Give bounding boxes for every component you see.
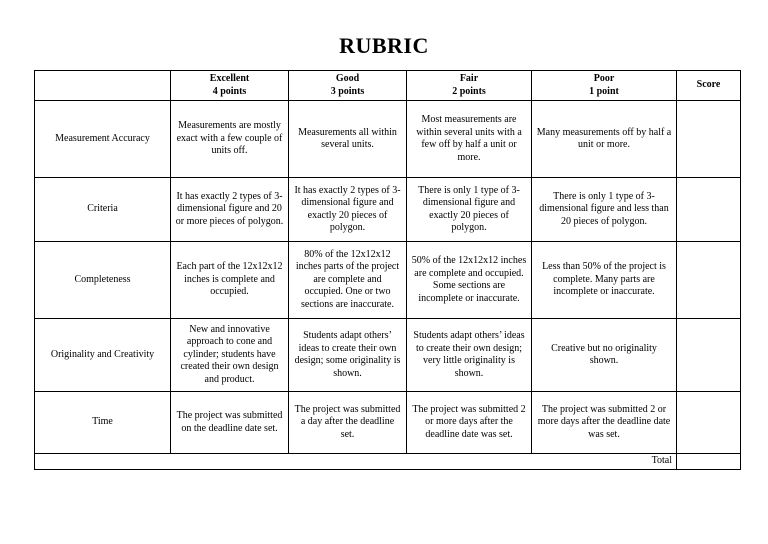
score-cell[interactable]	[677, 319, 741, 392]
rubric-cell: It has exactly 2 types of 3-dimensional figure and 20 or more pieces of polygon.	[171, 178, 289, 242]
corner-cell	[35, 71, 171, 101]
header-score: Score	[677, 71, 741, 101]
table-row	[35, 178, 741, 242]
score-cell[interactable]	[677, 242, 741, 319]
rubric-cell: Creative but no originality shown.	[532, 319, 677, 392]
rubric-cell: There is only 1 type of 3-dimensional figure and less than 20 pieces of polygon.	[532, 178, 677, 242]
rubric-cell: There is only 1 type of 3-dimensional figure and exactly 20 pieces of polygon.	[407, 178, 532, 242]
rubric-cell: Less than 50% of the project is complete. Many parts are incomplete or inaccurate.	[532, 242, 677, 319]
score-cell[interactable]	[677, 101, 741, 178]
criterion-cell: Measurement Accuracy	[35, 101, 171, 178]
rubric-cell: Most measurements are within several units with a few off by half a unit or more.	[407, 101, 532, 178]
rubric-cell: Each part of the 12x12x12 inches is complete and occupied.	[171, 242, 289, 319]
table-row	[35, 319, 741, 392]
score-cell[interactable]	[677, 392, 741, 454]
rubric-cell: Many measurements off by half a unit or more.	[532, 101, 677, 178]
total-label: Total	[35, 454, 677, 470]
header-poor: Poor 1 point	[532, 71, 677, 101]
header-fair: Fair 2 points	[407, 71, 532, 101]
rubric-cell: Measurements all within several units.	[289, 101, 407, 178]
criterion-cell: Originality and Creativity	[35, 319, 171, 392]
rubric-cell: The project was submitted on the deadline date set.	[171, 392, 289, 454]
criterion-cell: Criteria	[35, 178, 171, 242]
header-good: Good 3 points	[289, 71, 407, 101]
page-title: RUBRIC	[339, 33, 429, 58]
table-row	[35, 242, 741, 319]
rubric-table	[34, 70, 741, 470]
rubric-cell: It has exactly 2 types of 3-dimensional figure and exactly 20 pieces of polygon.	[289, 178, 407, 242]
score-cell[interactable]	[677, 178, 741, 242]
criterion-cell: Completeness	[35, 242, 171, 319]
criterion-cell: Time	[35, 392, 171, 454]
total-row	[35, 454, 741, 470]
rubric-cell: Measurements are mostly exact with a few couple of units off.	[171, 101, 289, 178]
rubric-cell: New and innovative approach to cone and cylinder; students have created their own design and product.	[171, 319, 289, 392]
rubric-cell: The project was submitted 2 or more days after the deadline date was set.	[407, 392, 532, 454]
rubric-cell: 50% of the 12x12x12 inches are complete and occupied. Some sections are incomplete or inaccurate.	[407, 242, 532, 319]
table-row	[35, 392, 741, 454]
header-row	[35, 71, 741, 101]
table-row	[35, 101, 741, 178]
rubric-cell: The project was submitted a day after the deadline set.	[289, 392, 407, 454]
total-score-cell[interactable]	[677, 454, 741, 470]
rubric-cell: The project was submitted 2 or more days after the deadline date was set.	[532, 392, 677, 454]
rubric-cell: 80% of the 12x12x12 inches parts of the project are complete and occupied. One or two sections are inaccurate.	[289, 242, 407, 319]
header-excellent: Excellent 4 points	[171, 71, 289, 101]
rubric-cell: Students adapt others’ ideas to create their own design; very little originality is shown.	[407, 319, 532, 392]
rubric-cell: Students adapt others’ ideas to create their own design; some originality is shown.	[289, 319, 407, 392]
